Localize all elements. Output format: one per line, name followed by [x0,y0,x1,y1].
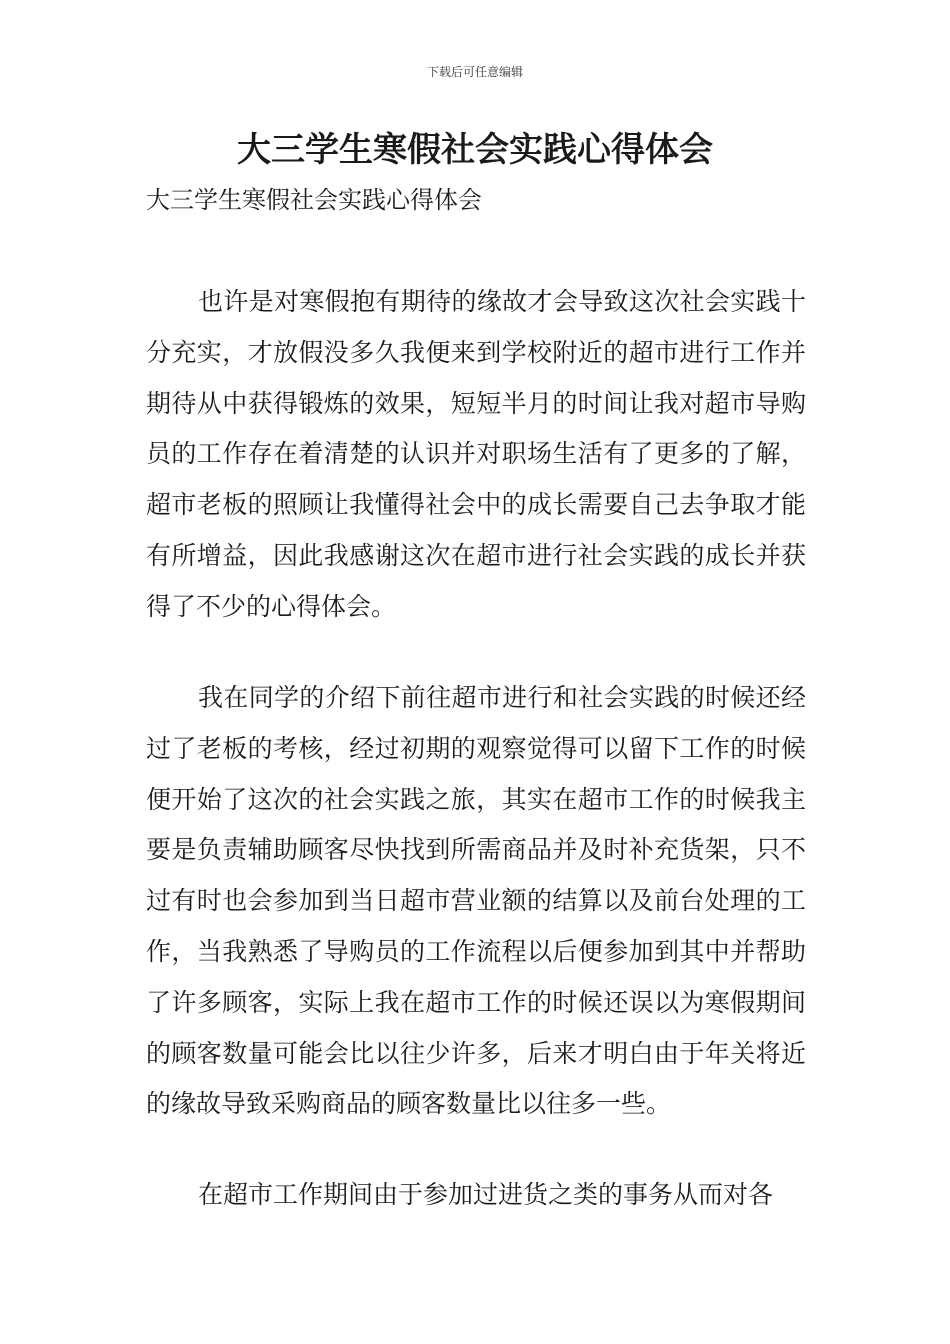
document-subtitle: 大三学生寒假社会实践心得体会 [146,186,482,214]
body-paragraph: 也许是对寒假抱有期待的缘故才会导致这次社会实践十分充实，才放假没多久我便来到学校附近的超市进行工作并期待从中获得锻炼的效果，短短半月的时间让我对超市导购员的工作存在着清楚的认识并对职场生活有了更多的了解，超市老板的照顾让我懂得社会中的成长需要自己去争取才能有所增益，因此我感谢这次在超市进行社会实践的成长并获得了不少的心得体会。 [146,287,806,621]
header-note: 下载后可任意编辑 [426,65,523,79]
body-paragraph: 我在同学的介绍下前往超市进行和社会实践的时候还经过了老板的考核，经过初期的观察觉得可以留下工作的时候便开始了这次的社会实践之旅，其实在超市工作的时候我主要是负责辅助顾客尽快找到所需商品并及时补充货架，只不过有时也会参加到当日超市营业额的结算以及前台处理的工作，当我熟悉了导购员的工作流程以后便参加到其中并帮助了许多顾客，实际上我在超市工作的时候还误以为寒假期间的顾客数量可能会比以往少许多，后来才明白由于年关将近的缘故导致采购商品的顾客数量比以往多一些。 [146,683,806,1119]
body-paragraph: 在超市工作期间由于参加过进货之类的事务从而对各 [198,1180,774,1209]
document-title: 大三学生寒假社会实践心得体会 [237,130,713,170]
